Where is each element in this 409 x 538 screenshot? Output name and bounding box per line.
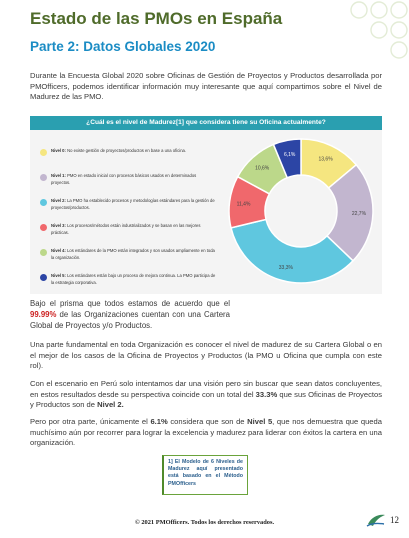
legend-level-description: Los estándares de la PMO están integrados y son usados ampliamente en toda la organización.: [51, 248, 215, 260]
legend-level-label: Nivel 3:: [51, 223, 68, 228]
intro-paragraph: Durante la Encuesta Global 2020 sobre Oficinas de Gestión de Proyectos y Productos desarrollada por PMOfficers, podemos identificar información muy interesante que aquí compartimos sobre el Nivel de Madurez de las PMO.: [30, 71, 382, 102]
level2-label: Nivel 2.: [97, 400, 124, 410]
legend-swatch: [40, 224, 47, 231]
legend-level-description: No existe gestión de proyectos/productos en base a una oficina.: [67, 148, 187, 153]
legend-item: [40, 223, 216, 248]
paragraph-portfolio: [30, 298, 230, 331]
legend-item: [40, 198, 216, 223]
footnote-box: 1] El Modelo de 6 Niveles de Madurez aquí presentado está basado en el Método PMOfficers: [162, 455, 248, 495]
level2-percentage: 33.3%: [255, 389, 278, 399]
paragraph-level5-text-b: considera que son de: [167, 417, 248, 426]
legend-level-label: Nivel 2:: [51, 198, 68, 203]
paragraph-level5: [30, 417, 382, 449]
legend-swatch: [40, 249, 47, 256]
paragraph-peru-scenario: [30, 379, 382, 411]
legend-level-label: Nivel 5:: [51, 273, 68, 278]
maturity-chart-panel: [30, 116, 382, 294]
legend-level-description: Los estándares están bajo un proceso de mejora continua. La PMO participa de la estrategia corporativa.: [51, 273, 216, 285]
legend-swatch: [40, 199, 47, 206]
paragraph-level5-text-a: Pero por otra parte, únicamente el: [30, 417, 151, 426]
paragraph-maturity-importance: Una parte fundamental en toda Organización es conocer el nivel de madurez de su Cartera Global o en el mejor de los casos de la Oficina de Proyectos y Productos (la PMO u Oficina que cumpla con este rol).: [30, 340, 382, 371]
legend-item: [40, 273, 216, 298]
section-subtitle: Parte 2: Datos Globales 2020: [30, 39, 216, 54]
legend-item: [40, 248, 216, 273]
paragraph-peru-text-b: que sus Oficinas de Proyectos y Productos son de: [30, 389, 383, 410]
legend-level-description: Los procesos/métodos están industrializados y se basan en las mejores prácticas.: [51, 223, 201, 235]
legend-swatch: [40, 274, 47, 281]
chart-legend: [40, 148, 216, 298]
legend-swatch: [40, 174, 47, 181]
donut-data-label: 6,1%: [283, 151, 296, 158]
paragraph-peru-text-a: Con el escenario en Perú solo intentamos dar una visión pero sin buscar que sean datos concluyentes, en estos resultados desde su perspectiva coincide con un total del: [30, 379, 382, 399]
legend-swatch: [40, 149, 47, 156]
donut-data-label: 22,7%: [351, 210, 367, 217]
legend-level-label: Nivel 0:: [51, 148, 68, 153]
level5-label: Nivel 5: [247, 417, 273, 426]
maturity-donut-chart: [226, 136, 376, 286]
legend-level-label: Nivel 4:: [51, 248, 68, 253]
paragraph-portfolio-text-b: de las Organizaciones cuentan con una Cartera Global de Proyectos y/o Productos.: [30, 310, 230, 330]
chart-question-header: ¿Cuál es el nivel de Madurez[1] que considera tiene su Oficina actualmente?: [30, 116, 382, 130]
pmofficers-logo-icon: [366, 512, 386, 528]
legend-level-description: PMO en estado inicial con procesos básicos usados en determinados proyectos.: [51, 173, 197, 185]
chart-body: [30, 130, 382, 294]
page-title: Estado de las PMOs en España: [30, 9, 283, 28]
paragraph-portfolio-text-a: Bajo el prisma que todos estamos de acuerdo que el: [30, 299, 230, 308]
portfolio-percentage: 99.99%: [30, 310, 57, 319]
legend-level-description: La PMO ha establecido procesos y metodologías estándares para la gestión de proyectos/productos.: [51, 198, 215, 210]
donut-data-label: 13,6%: [318, 156, 333, 163]
corner-pattern-decoration: [339, 0, 409, 60]
page-number: 12: [390, 515, 399, 525]
donut-data-label: 10,6%: [255, 165, 270, 172]
copyright-footer: © 2021 PMOfficers. Todos los derechos reservados.: [134, 519, 275, 526]
donut-data-label: 33,3%: [278, 264, 293, 271]
legend-item: [40, 148, 216, 173]
legend-item: [40, 173, 216, 198]
legend-level-label: Nivel 1:: [51, 173, 68, 178]
level5-percentage: 6.1%: [150, 417, 168, 426]
donut-data-label: 11,4%: [236, 201, 251, 208]
paragraph-level5-text-c: , que nos demuestra que queda muchísimo aún por recorrer para lograr la excelencia y madurez para liderar con éxitos la cartera en una organización.: [30, 417, 382, 448]
